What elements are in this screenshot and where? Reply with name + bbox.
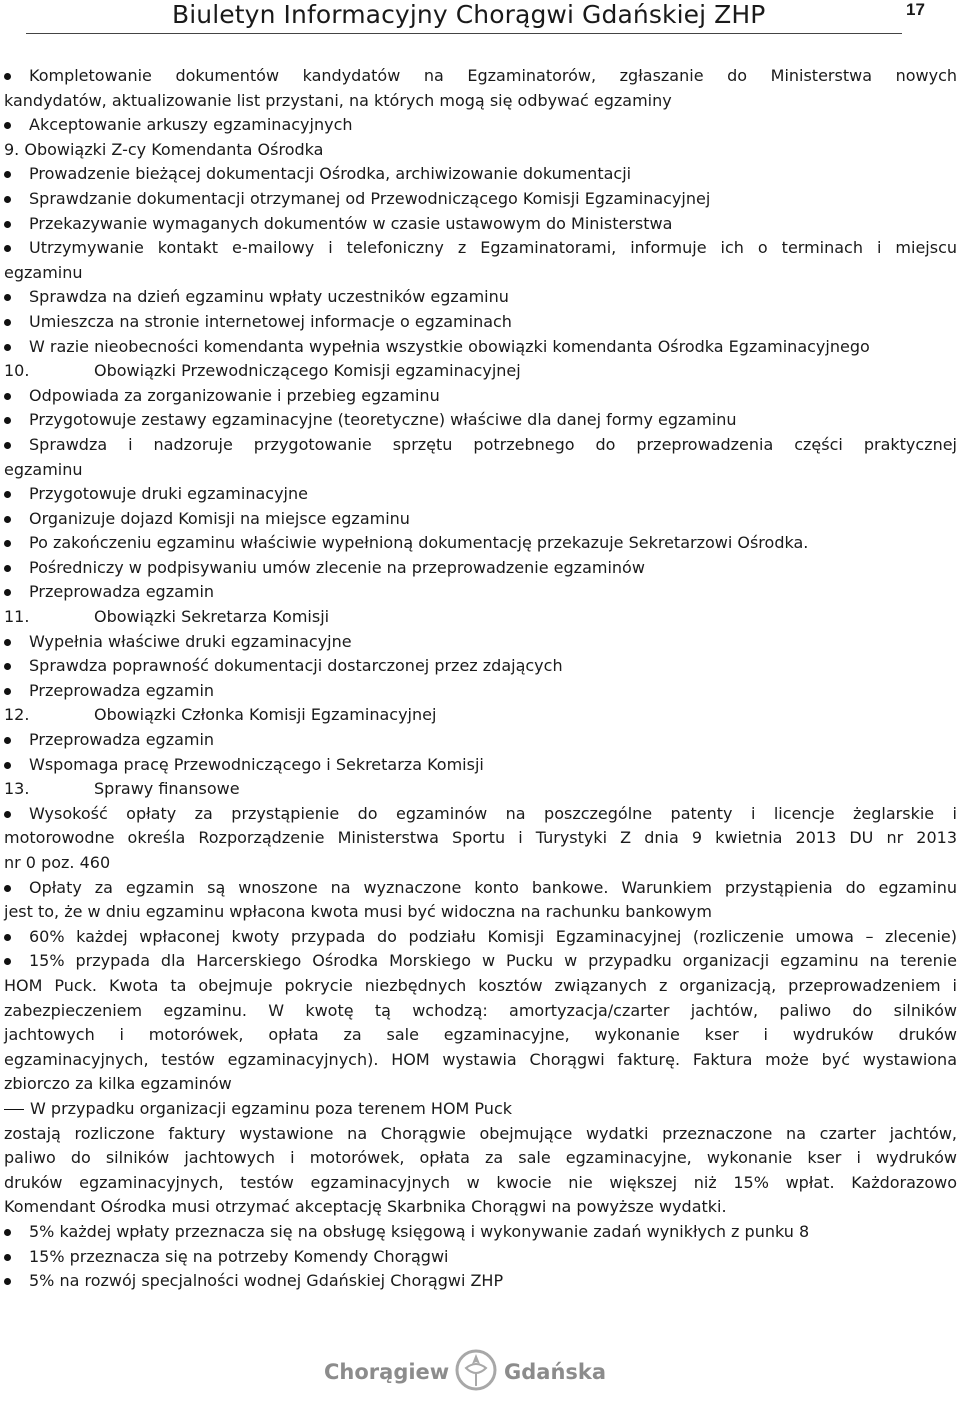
section-number: 11. [4,607,30,627]
section-title: Obowiązki Sekretarza Komisji [94,607,330,627]
list-item: 15% przeznacza się na potrzeby Komendy Chorągwi [4,1245,957,1270]
section-title: Sprawy finansowe [94,779,240,799]
list-item-continuation: jest to, że w dniu egzaminu wpłacona kwota musi być widoczna na rachunku bankowym [4,902,712,922]
chorągiew-gdańska-logo [324,1346,614,1396]
section-heading [4,605,957,630]
list-item: Przeprowadza egzamin [4,679,957,704]
logo-text-right: Gdańska [504,1360,607,1384]
list-item: Organizuje dojazd Komisji na miejsce egzaminu [4,507,957,532]
list-item: Przygotowuje zestawy egzaminacyjne (teoretyczne) właściwe dla danej formy egzaminu [4,408,957,433]
list-item: Sprawdza na dzień egzaminu wpłaty uczestników egzaminu [4,285,957,310]
paragraph-line: zostają rozliczone faktury wystawione na Chorągwie obejmujące wydatki przeznaczone na czarter jachtów, [4,1123,957,1143]
list-item: Przeprowadza egzamin [4,580,957,605]
list-item-continuation: zabezpieczeniem egzaminu. W kwotę tą wchodzą: amortyzacja/czarter jachtów, paliwo do silników [4,1000,957,1020]
list-item-continuation: HOM Puck. Kwota ta obejmuje pokrycie niezbędnych kosztów związanych z organizacją, przeprowadzeniem i [4,975,957,995]
paragraph-line: druków egzaminacyjnych, testów egzaminacyjnych w kwocie nie większej niż 15% wpłat. Każdorazowo [4,1172,957,1192]
dash-item: W przypadku organizacji egzaminu poza terenem HOM Puck [4,1097,957,1122]
list-item: 60% każdej wpłaconej kwoty przypada do podziału Komisji Egzaminacyjnej (rozliczenie umowa – zlecenie) [4,925,957,950]
scout-emblem-icon [452,1348,500,1392]
list-item-continuation: motorowodne określa Rozporządzenie Ministerstwa Sportu i Turystyki Z dnia 9 kwietnia 2013 DU nr 2013 [4,828,957,848]
section-heading [4,359,957,384]
section-heading: 9. Obowiązki Z-cy Komendanta Ośrodka [4,139,324,159]
list-item: W razie nieobecności komendanta wypełnia wszystkie obowiązki komendanta Ośrodka Egzaminacyjnego [4,335,957,360]
header-rule [26,33,902,34]
list-item: Wysokość opłaty za przystąpienie do egzaminów na poszczególne patenty i licencje żeglarskie i [4,802,957,827]
section-title: Obowiązki Przewodniczącego Komisji egzaminacyjnej [94,361,521,381]
section-heading [4,777,957,802]
list-item-continuation: kandydatów, aktualizowanie list przystani, na których mogą się odbywać egzaminy [4,90,672,110]
list-item: Wspomaga pracę Przewodniczącego i Sekretarza Komisji [4,753,957,778]
list-item: Po zakończeniu egzaminu właściwie wypełnioną dokumentację przekazuje Sekretarzowi Ośrodka. [4,531,957,556]
paragraph-line: paliwo do silników jachtowych i motorówek, opłata za sale egzaminacyjne, wykonanie kser i wydruków [4,1148,957,1168]
list-item: Wypełnia właściwe druki egzaminacyjne [4,630,957,655]
list-item: Sprawdza i nadzoruje przygotowanie sprzętu potrzebnego do przeprowadzenia części praktycznej [4,433,957,458]
list-item: Akceptowanie arkuszy egzaminacyjnych [4,113,957,138]
paragraph-line: Komendant Ośrodka musi otrzymać akceptację Skarbnika Chorągwi na powyższe wydatki. [4,1197,727,1217]
list-item-continuation: egzaminu [4,459,83,479]
list-item-continuation: egzaminacyjnych, testów egzaminacyjnych). HOM wystawia Chorągwi fakturę. Faktura może być wystawiona [4,1049,957,1069]
list-item: Prowadzenie bieżącej dokumentacji Ośrodka, archiwizowanie dokumentacji [4,162,957,187]
list-item: Przeprowadza egzamin [4,728,957,753]
page-number: 17 [906,0,925,19]
list-item-continuation: egzaminu [4,262,83,282]
list-item: Utrzymywanie kontakt e-mailowy i telefoniczny z Egzaminatorami, informuje ich o terminach i miejscu [4,236,957,261]
list-item: Pośredniczy w podpisywaniu umów zlecenie na przeprowadzenie egzaminów [4,556,957,581]
list-item: Przygotowuje druki egzaminacyjne [4,482,957,507]
list-item: Kompletowanie dokumentów kandydatów na Egzaminatorów, zgłaszanie do Ministerstwa nowych [4,64,957,89]
bulletin-title: Biuletyn Informacyjny Chorągwi Gdańskiej ZHP [172,0,766,29]
section-title: Obowiązki Członka Komisji Egzaminacyjnej [94,705,437,725]
list-item-continuation: zbiorczo za kilka egzaminów [4,1074,232,1094]
list-item: 5% na rozwój specjalności wodnej Gdańskiej Chorągwi ZHP [4,1269,957,1294]
logo-text-left: Chorągiew [324,1360,450,1384]
list-item: Sprawdzanie dokumentacji otrzymanej od Przewodniczącego Komisji Egzaminacyjnej [4,187,957,212]
section-number: 12. [4,705,30,725]
list-item-continuation: jachtowych i motorówek, opłata za sale egzaminacyjne, wykonanie kser i wydruków druków [4,1025,957,1045]
list-item: Przekazywanie wymaganych dokumentów w czasie ustawowym do Ministerstwa [4,212,957,237]
list-item-continuation: nr 0 poz. 460 [4,853,111,872]
section-heading [4,703,957,728]
list-item: 5% każdej wpłaty przeznacza się na obsługę księgową i wykonywanie zadań wynikłych z punku 8 [4,1220,957,1245]
section-number: 10. [4,361,30,381]
list-item: Sprawdza poprawność dokumentacji dostarczonej przez zdających [4,654,957,679]
list-item: 15% przypada dla Harcerskiego Ośrodka Morskiego w Pucku w przypadku organizacji egzaminu na terenie [4,949,957,974]
list-item: Odpowiada za zorganizowanie i przebieg egzaminu [4,384,957,409]
list-item: Opłaty za egzamin są wnoszone na wyznaczone konto bankowe. Warunkiem przystąpienia do egzaminu [4,876,957,901]
list-item: Umieszcza na stronie internetowej informacje o egzaminach [4,310,957,335]
section-number: 13. [4,779,30,799]
document-body [4,64,957,1294]
